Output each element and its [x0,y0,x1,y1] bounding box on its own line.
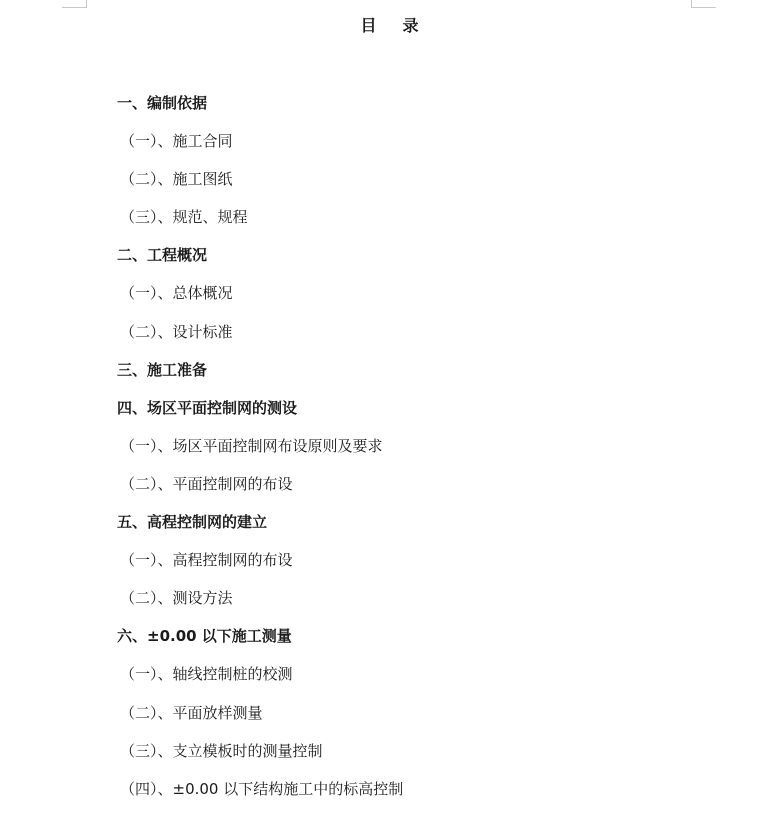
crop-mark-top-right [691,0,716,8]
toc-entry[interactable]: （二）、平面放样测量 [120,703,263,722]
table-of-contents [0,91,779,815]
page-title [0,14,779,38]
title-part-1: 目 [360,16,377,35]
title-part-2: 录 [402,16,419,35]
toc-entry[interactable]: （一）、施工合同 [120,132,233,151]
toc-entry[interactable]: 三、施工准备 [117,360,208,379]
toc-entry[interactable]: （一）、高程控制网的布设 [120,551,293,570]
toc-entry[interactable]: （二）、测设方法 [120,589,233,608]
toc-entry[interactable]: （三）、规范、规程 [120,208,248,227]
toc-entry[interactable]: （一）、场区平面控制网布设原则及要求 [120,436,383,455]
toc-entry[interactable]: （四）、±0.00 以下结构施工中的标高控制 [120,779,404,798]
toc-entry[interactable]: （三）、支立模板时的测量控制 [120,741,323,760]
toc-entry[interactable]: （一）、轴线控制桩的校测 [120,665,293,684]
toc-entry[interactable]: （二）、施工图纸 [120,170,233,189]
toc-entry[interactable]: （一）、总体概况 [120,284,233,303]
toc-entry[interactable]: （二）、平面控制网的布设 [120,474,293,493]
toc-entry[interactable]: 二、工程概况 [117,246,208,265]
toc-entry[interactable]: 六、±0.00 以下施工测量 [117,627,292,646]
toc-entry[interactable]: 四、场区平面控制网的测设 [117,398,298,417]
toc-entry[interactable]: （二）、设计标准 [120,322,233,341]
toc-entry[interactable]: 五、高程控制网的建立 [117,513,268,532]
toc-entry[interactable]: 一、编制依据 [117,94,208,112]
crop-mark-top-left [62,0,87,8]
